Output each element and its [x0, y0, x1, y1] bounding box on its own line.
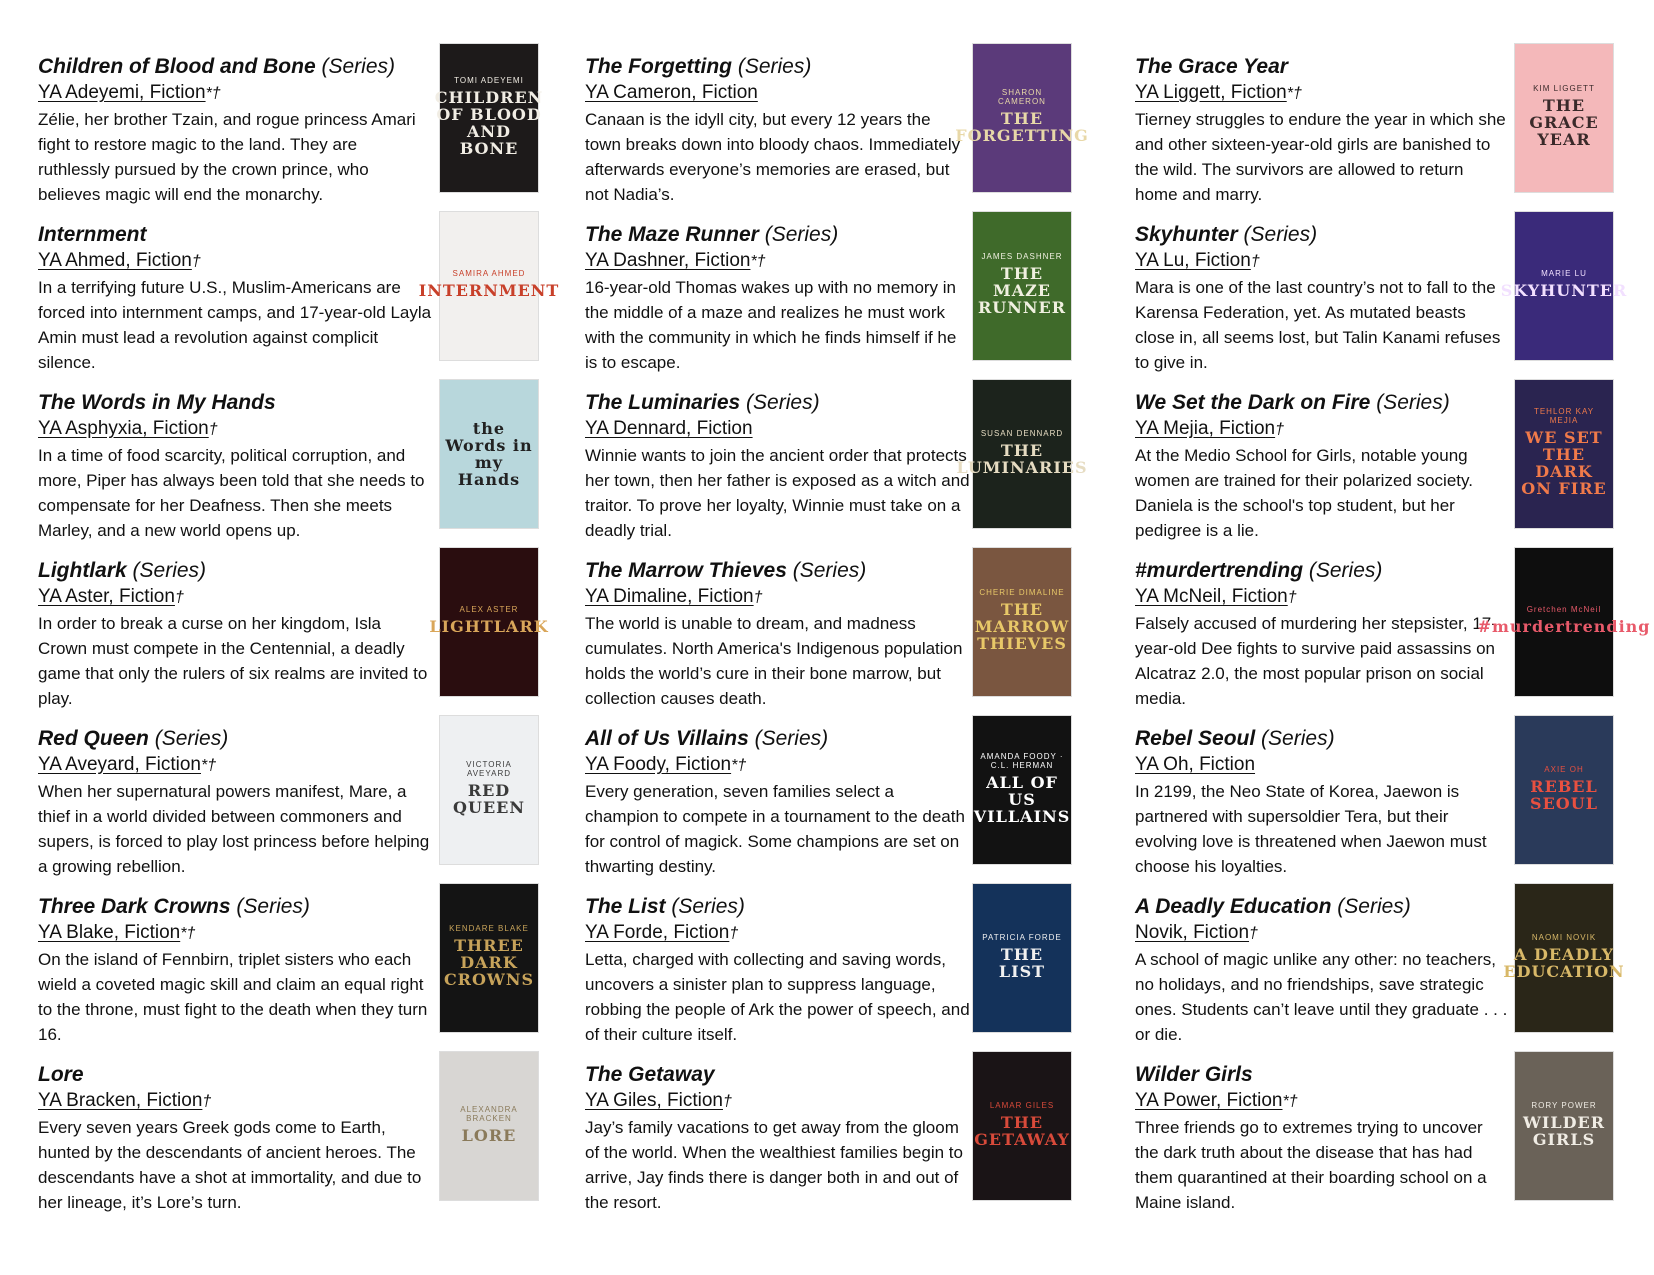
- format-marks: †: [729, 925, 739, 942]
- cover-title: REBEL SEOUL: [1530, 776, 1598, 813]
- call-number-line: [38, 80, 433, 107]
- call-number[interactable]: YA McNeil, Fiction: [1135, 586, 1288, 607]
- book-description: 16-year-old Thomas wakes up with no memory in the middle of a maze and realizes he must work with the community in which he finds himself if he is to escape.: [585, 278, 957, 372]
- series-label: (Series): [1308, 559, 1383, 582]
- series-label: (Series): [754, 727, 829, 750]
- title-line: [585, 894, 970, 920]
- book-description: A school of magic unlike any other: no teachers, no holidays, and no friendships, save strategic ones. Students can’t leave until they graduate . . . or die.: [1135, 950, 1508, 1044]
- book-title: Lore: [38, 1063, 84, 1086]
- call-number-line: [585, 920, 970, 947]
- title-line: [585, 1062, 970, 1088]
- book-description: In order to break a curse on her kingdom, Isla Crown must compete in the Centennial, a deadly game that only the rulers of six realms are invited to play.: [38, 614, 428, 708]
- book-cover: [418, 212, 560, 360]
- book-text: [1135, 726, 1510, 879]
- book-title: The List: [585, 895, 666, 918]
- book-title: #murdertrending: [1135, 559, 1304, 582]
- book-title: The Grace Year: [1135, 55, 1288, 78]
- book-text: [585, 390, 970, 543]
- book-text: [38, 558, 433, 711]
- cover-title: THE FORGETTING: [955, 109, 1089, 145]
- title-line: [585, 726, 970, 752]
- format-marks: *†: [731, 757, 747, 774]
- call-number[interactable]: YA Oh, Fiction: [1135, 754, 1256, 775]
- book-entry: [38, 208, 560, 376]
- cover-title: WE SET THE DARK ON FIRE: [1521, 428, 1607, 498]
- format-marks: †: [722, 1093, 732, 1110]
- book-entry: [38, 880, 548, 1048]
- cover-title: LORE: [461, 1125, 517, 1145]
- series-label: (Series): [236, 895, 310, 918]
- book-description: Three friends go to extremes trying to uncover the dark truth about the disease that has had them quarantined at their boarding school on a Maine island.: [1135, 1118, 1487, 1212]
- series-label: (Series): [1243, 223, 1318, 246]
- book-text: [585, 222, 970, 375]
- book-entry: [1135, 880, 1625, 1048]
- call-number[interactable]: Novik, Fiction: [1135, 922, 1250, 943]
- call-number-line: [38, 920, 433, 947]
- book-description: Winnie wants to join the ancient order that protects her town, then her father is exposed as a witch and traitor. To prove her loyalty, Winnie must take on a deadly trial.: [585, 446, 970, 540]
- call-number[interactable]: YA Aveyard, Fiction: [38, 754, 201, 775]
- book-description: In a time of food scarcity, political corruption, and more, Piper has always been told that she needs to compensate for her Deafness. Then she meets Marley, and a new world opens up.: [38, 446, 425, 540]
- book-text: [38, 726, 433, 879]
- call-number[interactable]: YA Lu, Fiction: [1135, 250, 1251, 271]
- book-description: In a terrifying future U.S., Muslim-Americans are forced into internment camps, and 17-year-old Layla Amin must lead a revolution against complicit silence.: [38, 278, 432, 372]
- format-marks: †: [1275, 421, 1284, 438]
- call-number-line: [585, 1088, 970, 1115]
- cover-author: Gretchen McNeil: [1526, 605, 1602, 614]
- book-title: The Forgetting: [585, 55, 732, 78]
- title-line: [1135, 558, 1510, 584]
- series-label: (Series): [321, 55, 396, 78]
- call-number-line: [38, 1088, 433, 1115]
- title-line: [585, 54, 970, 80]
- book-description: Letta, charged with collecting and saving words, uncovers a sinister plan to suppress language, robbing the people of Ark the power of speech, and of their culture itself.: [585, 950, 970, 1044]
- book-entry: [1135, 712, 1615, 880]
- book-cover: [973, 212, 1071, 360]
- book-title: All of Us Villains: [585, 727, 749, 750]
- book-entry: [38, 1048, 548, 1216]
- book-title: A Deadly Education: [1135, 895, 1332, 918]
- call-number-line: [38, 584, 433, 611]
- cover-title: LIGHTLARK: [429, 617, 549, 636]
- format-marks: †: [753, 589, 763, 606]
- format-marks: *†: [750, 253, 766, 270]
- cover-author: KIM LIGGETT: [1533, 84, 1595, 93]
- title-line: [38, 558, 433, 584]
- book-description: Zélie, her brother Tzain, and rogue princess Amari fight to restore magic to the land. They are ruthlessly pursued by the crown prince, who believes magic will end the monarchy.: [38, 110, 416, 204]
- cover-title: #murdertrending: [1477, 617, 1651, 636]
- title-line: [585, 390, 970, 416]
- book-description: Falsely accused of murdering her stepsister, 17-year-old Dee fights to survive paid assassins on Alcatraz 2.0, the most popular prison on social media.: [1135, 614, 1497, 708]
- book-text: [585, 54, 970, 207]
- cover-author: RORY POWER: [1531, 1100, 1597, 1110]
- book-description: On the island of Fennbirn, triplet sisters who each wield a coveted magic skill and claim an equal right to the throne, must fight to the death when they turn 16.: [38, 950, 428, 1044]
- title-line: [585, 222, 970, 248]
- call-number-line: [1135, 248, 1510, 275]
- call-number[interactable]: YA Aster, Fiction: [38, 586, 175, 607]
- cover-title: THE LUMINARIES: [956, 440, 1088, 477]
- format-marks: *†: [1286, 85, 1302, 102]
- book-description: When her supernatural powers manifest, Mare, a thief in a world divided between commoners and supers, is forced to play lost princess before helping a growing rebellion.: [38, 782, 430, 876]
- book-text: [38, 222, 433, 375]
- cover-author: KENDARE BLAKE: [449, 924, 529, 933]
- book-cover: [973, 884, 1071, 1032]
- book-description: The world is unable to dream, and madness cumulates. North America's Indigenous population holds the world’s cure in their bone marrow, but collection causes death.: [585, 614, 963, 708]
- book-text: [585, 558, 970, 711]
- book-cover: [955, 44, 1089, 192]
- book-title: The Luminaries: [585, 391, 741, 414]
- book-cover: [440, 884, 538, 1032]
- book-cover: [1515, 380, 1613, 528]
- book-description: In 2199, the Neo State of Korea, Jaewon is partnered with supersoldier Tera, but their evolving love is threatened when Jaewon must choose his loyalties.: [1135, 782, 1487, 876]
- cover-author: TEHLOR KAY MEJIA: [1533, 407, 1595, 425]
- series-label: (Series): [671, 895, 745, 918]
- call-number-line: [585, 752, 970, 779]
- book-text: [38, 894, 433, 1047]
- series-label: (Series): [1261, 727, 1335, 750]
- book-title: The Maze Runner: [585, 223, 759, 246]
- cover-author: ALEXANDRA BRACKEN: [460, 1104, 518, 1123]
- cover-author: NAOMI NOVIK: [1531, 932, 1597, 942]
- call-number-line: [38, 752, 433, 779]
- book-cover: [1500, 212, 1628, 360]
- book-title: Three Dark Crowns: [38, 895, 231, 918]
- cover-author: MARIE LU: [1541, 269, 1587, 278]
- format-marks: *†: [180, 925, 196, 942]
- call-number[interactable]: YA Dimaline, Fiction: [585, 586, 754, 607]
- cover-author: TOMI ADEYEMI: [454, 75, 524, 85]
- book-text: [1135, 558, 1510, 711]
- book-cover: [973, 716, 1071, 864]
- call-number-line: [585, 584, 970, 611]
- book-cover: [1477, 548, 1651, 696]
- book-column-1: [38, 40, 560, 1216]
- series-label: (Series): [1337, 895, 1411, 918]
- book-text: [585, 726, 970, 879]
- book-cover: [1515, 44, 1613, 192]
- book-cover: [434, 44, 544, 192]
- format-marks: *†: [201, 757, 217, 774]
- book-title: Rebel Seoul: [1135, 727, 1256, 750]
- book-entry: [1135, 544, 1651, 712]
- book-description: Every seven years Greek gods come to Earth, hunted by the descendants of ancient heroes. The descendants have a shot at immortality, and due to her lineage, it’s Lore’s turn.: [38, 1118, 422, 1212]
- call-number-line: [38, 248, 433, 275]
- book-cover: [956, 380, 1088, 528]
- book-cover: [440, 716, 538, 864]
- title-line: [1135, 390, 1510, 416]
- book-title: We Set the Dark on Fire: [1135, 391, 1371, 414]
- call-number-line: [1135, 416, 1510, 443]
- book-entry: [585, 880, 1080, 1048]
- cover-title: ALL OF US VILLAINS: [973, 772, 1071, 826]
- call-number[interactable]: YA Liggett, Fiction: [1135, 82, 1287, 103]
- title-line: [585, 558, 970, 584]
- book-cover: [1515, 716, 1613, 864]
- cover-author: CHERIE DIMALINE: [979, 588, 1065, 597]
- book-description: Jay’s family vacations to get away from the gloom of the world. When the wealthiest families begin to arrive, Jay finds there is danger both in and out of the resort.: [585, 1118, 963, 1212]
- format-marks: †: [191, 253, 201, 270]
- book-title: The Words in My Hands: [38, 391, 276, 414]
- book-text: [1135, 1062, 1510, 1215]
- book-entry: [585, 1048, 1080, 1216]
- title-line: [38, 222, 433, 248]
- cover-title: A DEADLY EDUCATION: [1503, 944, 1625, 981]
- call-number-line: [1135, 1088, 1510, 1115]
- call-number[interactable]: YA Mejia, Fiction: [1135, 418, 1276, 439]
- series-label: (Series): [154, 727, 229, 750]
- call-number-line: [1135, 584, 1510, 611]
- book-description: Every generation, seven families select a champion to compete in a tournament to the death for control of magick. Some champions are set on thwarting destiny.: [585, 782, 965, 876]
- cover-title: WILDER GIRLS: [1522, 1112, 1606, 1149]
- title-line: [1135, 894, 1510, 920]
- book-text: [1135, 894, 1510, 1047]
- cover-title: THE LIST: [998, 944, 1046, 981]
- cover-title: THE MAZE RUNNER: [978, 264, 1066, 317]
- call-number-line: [1135, 920, 1510, 947]
- book-entry: [1135, 40, 1615, 208]
- book-entry: [585, 208, 1080, 376]
- book-cover: [1515, 1052, 1613, 1200]
- title-line: [1135, 1062, 1510, 1088]
- cover-author: SHARON CAMERON: [998, 88, 1046, 106]
- cover-author: ALEX ASTER: [459, 605, 519, 614]
- book-title: The Getaway: [585, 1063, 715, 1086]
- cover-title: THE GETAWAY: [974, 1112, 1070, 1149]
- series-label: (Series): [746, 391, 820, 414]
- book-title: The Marrow Thieves: [585, 559, 787, 582]
- call-number[interactable]: YA Blake, Fiction: [38, 922, 181, 943]
- cover-author: AMANDA FOODY · C.L. HERMAN: [980, 751, 1064, 770]
- call-number-line: [585, 80, 970, 107]
- cover-author: AXIE OH: [1544, 764, 1584, 774]
- cover-title: THREE DARK CROWNS: [443, 936, 535, 989]
- title-line: [1135, 726, 1510, 752]
- book-cover: [440, 380, 538, 528]
- book-cover: [973, 1052, 1071, 1200]
- book-entry: [38, 40, 548, 208]
- title-line: [38, 726, 433, 752]
- book-description: Mara is one of the last country’s not to fall to the Karensa Federation, yet. As mutated beasts close in, all seems lost, but Talin Kanami refuses to give in.: [1135, 278, 1501, 372]
- format-marks: †: [174, 589, 184, 606]
- book-entry: [585, 544, 1080, 712]
- call-number[interactable]: YA Dashner, Fiction: [585, 250, 751, 271]
- call-number[interactable]: YA Forde, Fiction: [585, 922, 730, 943]
- series-label: (Series): [737, 55, 812, 78]
- title-line: [38, 390, 433, 416]
- cover-title: CHILDREN OF BLOOD AND BONE: [434, 87, 544, 158]
- title-line: [38, 54, 433, 80]
- book-text: [38, 54, 433, 207]
- call-number[interactable]: YA Power, Fiction: [1135, 1090, 1283, 1111]
- call-number[interactable]: YA Ahmed, Fiction: [38, 250, 192, 271]
- book-cover: [440, 1052, 538, 1200]
- book-text: [1135, 390, 1510, 543]
- call-number[interactable]: YA Cameron, Fiction: [585, 82, 758, 103]
- series-label: (Series): [132, 559, 207, 582]
- cover-title: THE MARROW THIEVES: [974, 600, 1070, 653]
- book-entry: [1135, 1048, 1615, 1216]
- cover-author: SUSAN DENNARD: [980, 428, 1064, 438]
- call-number[interactable]: YA Bracken, Fiction: [38, 1090, 203, 1111]
- book-entry: [38, 544, 548, 712]
- format-marks: †: [202, 1093, 212, 1110]
- cover-author: JAMES DASHNER: [981, 252, 1063, 261]
- title-line: [1135, 222, 1510, 248]
- cover-author: VICTORIA AVEYARD: [466, 760, 512, 778]
- book-entry: [1135, 376, 1615, 544]
- cover-title: THE GRACE YEAR: [1529, 96, 1599, 149]
- book-text: [1135, 222, 1510, 375]
- cover-title: the Words in my Hands: [445, 419, 533, 489]
- book-text: [585, 894, 970, 1047]
- cover-title: INTERNMENT: [418, 281, 560, 300]
- book-text: [585, 1062, 970, 1215]
- title-line: [38, 1062, 433, 1088]
- format-marks: †: [1249, 925, 1258, 942]
- cover-author: SAMIRA AHMED: [452, 269, 526, 278]
- call-number-line: [585, 416, 970, 443]
- book-title: Red Queen: [38, 727, 149, 750]
- series-label: (Series): [792, 559, 867, 582]
- title-line: [1135, 54, 1510, 80]
- book-entry: [585, 376, 1088, 544]
- book-description: Tierney struggles to endure the year in which she and other sixteen-year-old girls are banished to the wild. The survivors are allowed to return home and marry.: [1135, 110, 1506, 204]
- title-line: [38, 894, 433, 920]
- format-marks: †: [1287, 589, 1297, 606]
- cover-title: SKYHUNTER: [1500, 281, 1628, 300]
- book-entry: [38, 712, 548, 880]
- book-column-3: [1135, 40, 1651, 1216]
- book-cover: [429, 548, 549, 696]
- book-entry: [38, 376, 548, 544]
- book-description: Canaan is the idyll city, but every 12 years the town breaks down into bloody chaos. Immediately afterwards everyone’s memories are erased, but not Nadia’s.: [585, 110, 961, 204]
- book-entry: [1135, 208, 1628, 376]
- call-number-line: [1135, 80, 1510, 107]
- book-title: Internment: [38, 223, 147, 246]
- book-title: Wilder Girls: [1135, 1063, 1253, 1086]
- call-number[interactable]: YA Asphyxia, Fiction: [38, 418, 209, 439]
- book-column-2: [585, 40, 1089, 1216]
- series-label: (Series): [1376, 391, 1450, 414]
- call-number-line: [585, 248, 970, 275]
- book-text: [38, 390, 433, 543]
- book-cover: [973, 548, 1071, 696]
- book-title: Children of Blood and Bone: [38, 55, 316, 78]
- cover-title: RED QUEEN: [453, 781, 525, 817]
- format-marks: *†: [205, 85, 221, 102]
- call-number-line: [38, 416, 433, 443]
- book-description: At the Medio School for Girls, notable young women are trained for their polarized society. Daniela is the school's top student, but her pedigree is a lie.: [1135, 446, 1473, 540]
- cover-author: LAMAR GILES: [989, 1100, 1055, 1110]
- format-marks: †: [1250, 253, 1260, 270]
- call-number-line: [1135, 752, 1510, 779]
- call-number[interactable]: YA Giles, Fiction: [585, 1090, 723, 1111]
- call-number[interactable]: YA Foody, Fiction: [585, 754, 732, 775]
- format-marks: *†: [1282, 1093, 1298, 1110]
- cover-author: PATRICIA FORDE: [982, 932, 1062, 942]
- book-title: Lightlark: [38, 559, 127, 582]
- book-cover: [1503, 884, 1625, 1032]
- call-number[interactable]: YA Dennard, Fiction: [585, 418, 753, 439]
- series-label: (Series): [764, 223, 839, 246]
- book-entry: [585, 40, 1089, 208]
- book-text: [38, 1062, 433, 1215]
- book-entry: [585, 712, 1080, 880]
- format-marks: †: [208, 421, 218, 438]
- book-title: Skyhunter: [1135, 223, 1238, 246]
- call-number[interactable]: YA Adeyemi, Fiction: [38, 82, 206, 103]
- book-text: [1135, 54, 1510, 207]
